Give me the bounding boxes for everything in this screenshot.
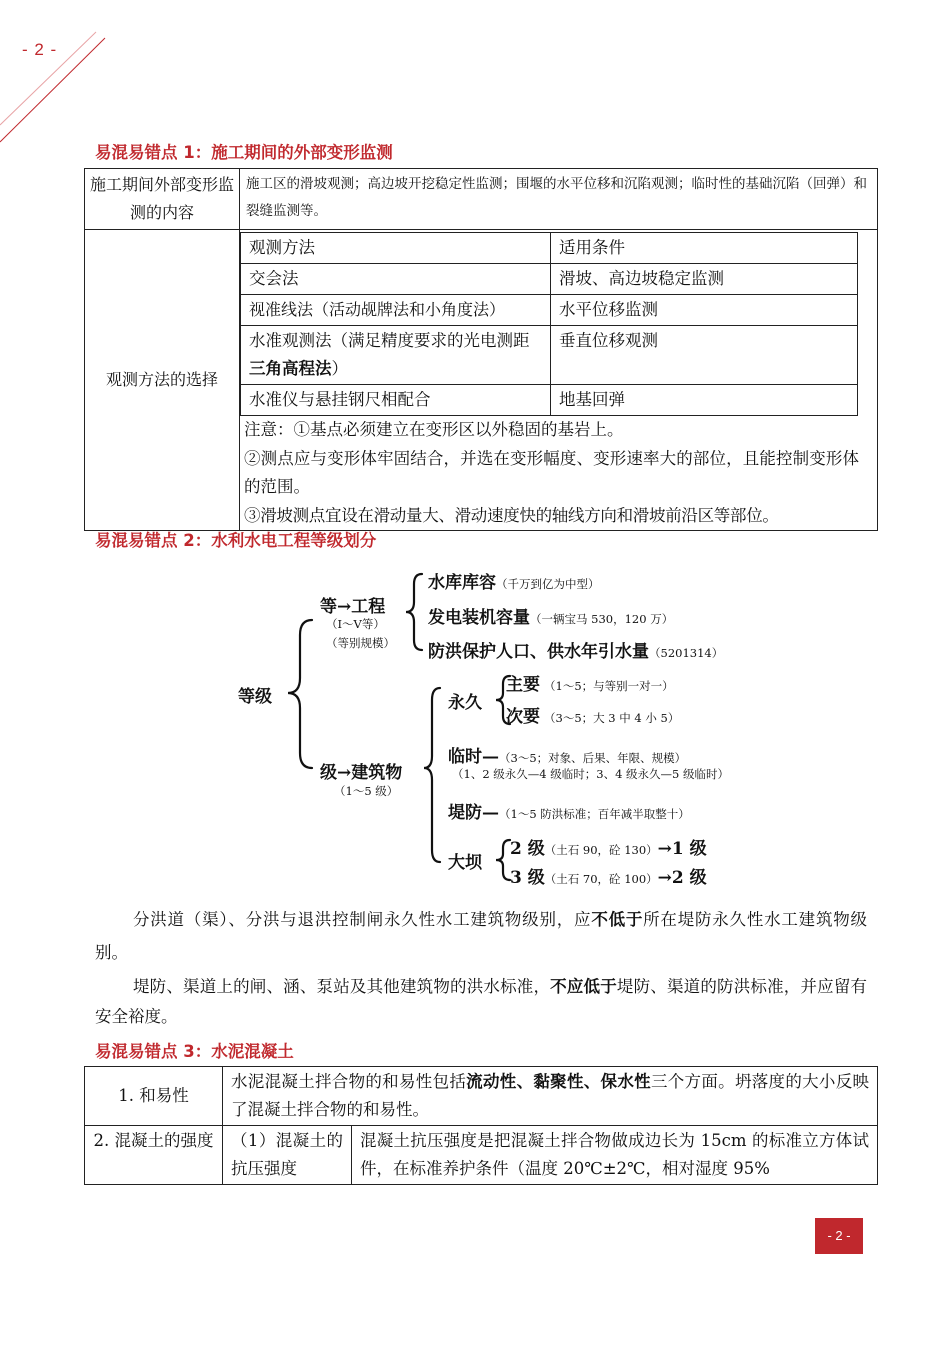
yongjiu-item-note: （1～5；与等别一对一） [544,679,674,693]
deng-item-3 [428,637,723,662]
table-row [241,264,858,295]
yongjiu-item-2 [506,702,679,727]
method-cell: 交会法 [241,264,551,295]
method-cell: 水准仪与悬挂钢尺相配合 [241,385,551,416]
note-3: ③滑坡测点宜设在滑动量大、滑动速度快的轴线方向和滑坡前沿区等部位。 [244,505,779,525]
table-row [241,385,858,416]
methods-table [240,232,858,416]
row1-label: 施工期间外部变形监测的内容 [85,169,240,230]
page-number-top: - 2 - [22,40,58,59]
daba-item-pre: 2 级 [510,839,545,859]
classification-diagram [230,560,790,890]
deng-item-main: 水库库容 [428,573,496,593]
yongjiu-item-main: 主要 [506,675,540,695]
linshi-note: （3～5；对象、后果、年限、规模） [499,751,687,765]
daba-item-pre: 3 级 [510,868,545,888]
page-number-bottom: - 2 - [815,1218,863,1254]
row1-text [223,1067,878,1126]
row2-text: 混凝土抗压强度是把混凝土拌合物做成边长为 15cm 的标准立方体试件，在标准养护条件（温度 20℃±2℃，相对湿度 95% [352,1126,878,1185]
condition-cell: 地基回弹 [551,385,858,416]
method-cell [241,326,551,385]
daba-item-note: （土石 70，砼 100） [544,872,658,886]
concrete-table [84,1066,878,1185]
para1-text: 分洪道（渠）、分洪与退洪控制闸永久性水工建筑物级别，应 [133,910,592,929]
diagram-daba: 大坝 [448,853,482,873]
daba-item-post: →2 级 [657,868,707,888]
section2-title: 易混易错点 2：水利水电工程等级划分 [95,531,377,550]
diagram-root: 等级 [238,687,272,707]
para2-bold: 不应低于 [550,977,617,996]
para2-text: 堤防、渠道上的闸、涵、泵站及其他建筑物的洪水标准， [133,977,551,996]
yongjiu-item-note: （3～5；大 3 中 4 小 5） [544,711,680,725]
row1-label: 1. 和易性 [85,1067,223,1126]
row1-text-bold: 流动性、黏聚性、保水性 [466,1072,651,1091]
method-text: ） [331,359,348,378]
table-row [85,1067,878,1126]
note-2: ②测点应与变形体牢固结合，并选在变形幅度、变形速率大的部位，且能控制变形体的范围。 [244,448,859,496]
table-row [85,1126,878,1185]
diagram-ji: 级→建筑物 [320,763,403,783]
diagram-ji-sub: （1～5 级） [334,784,399,798]
condition-cell: 水平位移监测 [551,295,858,326]
diagram-deng-sub1: （Ⅰ～Ⅴ等） [326,617,385,631]
diagram-linshi [448,742,686,767]
para1-text-end: 所在堤防永久性水工建筑物级别。 [95,910,868,962]
condition-cell: 滑坡、高边坡稳定监测 [551,264,858,295]
deng-item-2 [428,603,673,628]
yongjiu-item-1 [506,670,674,695]
daba-item-2 [510,863,707,888]
row2-label: 观测方法的选择 [85,230,240,531]
method-bold-text: 三角高程法 [249,359,332,378]
deng-item-note: （5201314） [649,646,724,660]
linshi-note2: （1、2 级永久—4 级临时；3、4 级永久—5 级临时） [452,767,730,781]
note-1: 注意：①基点必须建立在变形区以外稳固的基岩上。 [244,420,624,439]
diagram-deng: 等→工程 [320,597,386,617]
deng-item-note: （一辆宝马 530，120 万） [530,612,674,626]
diagram-deng-sub2: （等别规模） [326,636,395,650]
daba-item-note: （土石 90，砼 130） [544,843,658,857]
section3-title: 易混易错点 3：水泥混凝土 [95,1042,294,1061]
col-method-header: 观测方法 [241,233,551,264]
para2-text-end: 堤防、渠道的防洪标准，并应留有安全裕度。 [95,977,868,1026]
para1-bold: 不低于 [591,910,644,929]
table-row [241,233,858,264]
daba-item-post: →1 级 [657,839,707,859]
methods-cell [240,230,878,531]
deng-item-main: 发电装机容量 [428,608,530,628]
monitoring-table [84,168,878,531]
condition-cell: 垂直位移观测 [551,326,858,385]
row1-text-post: 三个方面。坍落度的大小反映了混凝土拌合物的和易性。 [231,1072,870,1119]
corner-decoration-lines [0,30,120,150]
linshi-main: 临时— [448,747,499,767]
table-row [241,295,858,326]
row2-label: 2. 混凝土的强度 [85,1126,223,1185]
table-row [241,326,858,385]
deng-item-note: （千万到亿为中型） [496,577,600,591]
row1-text-pre: 水泥混凝土拌合物的和易性包括 [231,1072,467,1091]
method-cell: 视准线法（活动觇牌法和小角度法） [241,295,551,326]
col-condition-header: 适用条件 [551,233,858,264]
method-text: 水准观测法（满足精度要求的光电测距 [249,331,530,350]
paragraph-2 [95,972,867,1032]
row2-sub: （1）混凝土的抗压强度 [223,1126,352,1185]
diagram-difang [448,798,690,823]
table-row [85,169,878,230]
table-row [85,230,878,531]
section1-title: 易混易错点 1：施工期间的外部变形监测 [95,143,393,162]
difang-main: 堤防— [448,803,499,823]
paragraph-1 [95,903,867,969]
row1-text: 施工区的滑坡观测；高边坡开挖稳定性监测；围堰的水平位移和沉陷观测；临时性的基础沉陷（回弹）和裂缝监测等。 [240,169,878,230]
yongjiu-item-main: 次要 [506,707,540,727]
deng-item-main: 防洪保护人口、供水年引水量 [428,642,649,662]
difang-note: （1～5 防洪标准；百年减半取整十） [499,807,690,821]
deng-item-1 [428,568,600,593]
diagram-yongjiu: 永久 [448,693,482,713]
daba-item-1 [510,834,707,859]
